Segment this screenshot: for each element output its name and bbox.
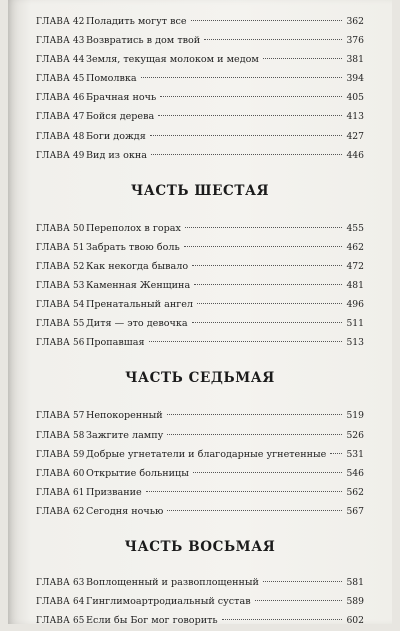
dot-leader — [192, 322, 343, 323]
page-number: 381 — [346, 54, 364, 66]
dot-leader — [151, 154, 342, 155]
chapter-number: ГЛАВА 48 — [36, 131, 85, 142]
toc-entry — [36, 31, 364, 50]
dot-leader — [197, 303, 342, 304]
chapter-title: Гинглимоартродиальный сустав — [86, 596, 251, 608]
page-number: 446 — [346, 149, 364, 161]
chapter-title: Зажгите лампу — [86, 429, 164, 441]
page-number: 531 — [346, 448, 364, 460]
chapter-title: Каменная Женщина — [86, 280, 191, 292]
dot-leader — [141, 77, 343, 78]
toc-entry — [36, 483, 364, 502]
toc-entry — [36, 295, 364, 314]
page-number: 462 — [346, 241, 364, 253]
page-number: 376 — [346, 35, 364, 47]
chapter-title: Непокоренный — [86, 410, 163, 422]
chapter-number: ГЛАВА 45 — [36, 74, 85, 85]
dot-leader — [263, 58, 343, 59]
chapter-number: ГЛАВА 59 — [36, 449, 85, 460]
dot-leader — [160, 96, 342, 97]
dot-leader — [330, 453, 342, 454]
chapter-number: ГЛАВА 60 — [36, 468, 85, 479]
page-number: 427 — [346, 130, 364, 142]
chapter-number: ГЛАВА 56 — [36, 338, 85, 349]
chapter-title: Призвание — [86, 486, 142, 498]
dot-leader — [167, 434, 342, 435]
toc-entry — [36, 146, 364, 165]
chapter-title: Поладить могут все — [86, 16, 187, 27]
dot-leader — [167, 414, 343, 415]
chapter-number: ГЛАВА 64 — [36, 597, 85, 608]
page-number: 567 — [346, 505, 364, 517]
chapter-title: Переполох в горах — [86, 222, 181, 234]
chapter-number: ГЛАВА 57 — [36, 411, 85, 422]
dot-leader — [192, 265, 342, 266]
chapter-title: Возвратись в дом твой — [86, 35, 201, 47]
dot-leader — [146, 491, 343, 492]
dot-leader — [184, 246, 343, 247]
table-of-contents — [36, 12, 364, 630]
chapter-title: Боги дождя — [86, 130, 146, 142]
chapter-title: Воплощенный и развоплощенный — [86, 576, 259, 588]
page-number: 472 — [346, 260, 364, 272]
chapter-number: ГЛАВА 44 — [36, 55, 85, 66]
chapter-number: ГЛАВА 62 — [36, 506, 85, 517]
page-number: 362 — [346, 16, 364, 27]
chapter-title: Пропавшая — [86, 337, 145, 349]
part-heading: ЧАСТЬ ВОСЬМАЯ — [124, 538, 276, 555]
chapter-title: Добрые угнетатели и благодарные угнетенные — [86, 448, 327, 460]
page-number: 511 — [346, 318, 364, 330]
chapter-number: ГЛАВА 55 — [36, 319, 85, 330]
chapter-title: Вид из окна — [86, 149, 147, 161]
toc-entry — [36, 333, 364, 352]
dot-leader — [185, 227, 343, 228]
toc-group-part8 — [36, 573, 364, 630]
toc-entry — [36, 426, 364, 445]
dot-leader — [167, 510, 342, 511]
page-number: 496 — [346, 299, 364, 311]
dot-leader — [193, 472, 343, 473]
chapter-title: Брачная ночь — [86, 92, 157, 104]
chapter-number: ГЛАВА 43 — [36, 36, 85, 47]
chapter-title: Как некогда бывало — [86, 260, 189, 272]
page-number: 546 — [346, 467, 364, 479]
book-page — [8, 0, 392, 627]
toc-entry — [36, 592, 364, 611]
dot-leader — [263, 581, 343, 582]
toc-group-top — [36, 12, 364, 165]
chapter-number: ГЛАВА 49 — [36, 150, 85, 161]
toc-entry — [36, 406, 364, 425]
chapter-number: ГЛАВА 65 — [36, 616, 85, 627]
chapter-number: ГЛАВА 42 — [36, 17, 85, 27]
toc-entry — [36, 464, 364, 483]
chapter-title: Пренатальный ангел — [86, 299, 194, 311]
page-number: 562 — [346, 486, 364, 498]
dot-leader — [204, 39, 342, 40]
toc-entry — [36, 219, 364, 238]
chapter-title: Дитя — это девочка — [86, 318, 188, 330]
chapter-number: ГЛАВА 53 — [36, 281, 85, 292]
page-number: 589 — [346, 596, 364, 608]
toc-entry — [36, 276, 364, 295]
toc-group-part6 — [36, 219, 364, 353]
chapter-title: Открытие больницы — [86, 467, 189, 479]
chapter-number: ГЛАВА 61 — [36, 487, 85, 498]
page-number: 602 — [346, 615, 364, 627]
toc-entry — [36, 314, 364, 333]
page-number: 526 — [346, 429, 364, 441]
dot-leader — [222, 619, 343, 620]
chapter-number: ГЛАВА 54 — [36, 300, 85, 311]
chapter-number: ГЛАВА 46 — [36, 93, 85, 104]
part-heading: ЧАСТЬ СЕДЬМАЯ — [125, 370, 275, 387]
chapter-number: ГЛАВА 58 — [36, 430, 85, 441]
chapter-number: ГЛАВА 47 — [36, 112, 85, 123]
toc-entry — [36, 127, 364, 146]
page-number: 581 — [346, 576, 364, 588]
chapter-number: ГЛАВА 63 — [36, 577, 85, 588]
page-number: 413 — [346, 111, 364, 123]
toc-entry — [36, 50, 364, 69]
chapter-title: Бойся дерева — [86, 111, 155, 123]
toc-entry — [36, 257, 364, 276]
toc-entry — [36, 445, 364, 464]
toc-group-part7 — [36, 406, 364, 521]
toc-entry — [36, 611, 364, 630]
page-number: 519 — [346, 410, 364, 422]
page-number: 455 — [346, 222, 364, 234]
toc-entry — [36, 573, 364, 592]
toc-entry — [36, 238, 364, 257]
chapter-number: ГЛАВА 51 — [36, 242, 85, 253]
page-number: 394 — [346, 73, 364, 85]
chapter-title: Сегодня ночью — [86, 505, 164, 517]
toc-entry — [36, 12, 364, 31]
chapter-title: Если бы Бог мог говорить — [86, 615, 218, 627]
dot-leader — [194, 284, 342, 285]
part-heading: ЧАСТЬ ШЕСТАЯ — [130, 182, 270, 199]
toc-entry — [36, 69, 364, 88]
chapter-number: ГЛАВА 52 — [36, 261, 85, 272]
dot-leader — [158, 115, 342, 116]
dot-leader — [149, 341, 343, 342]
dot-leader — [255, 600, 343, 601]
dot-leader — [191, 20, 343, 21]
chapter-title: Земля, текущая молоком и медом — [86, 54, 259, 66]
toc-entry — [36, 88, 364, 107]
dot-leader — [150, 135, 343, 136]
page-number: 405 — [346, 92, 364, 104]
chapter-number: ГЛАВА 50 — [36, 223, 85, 234]
chapter-title: Помолвка — [86, 73, 137, 85]
toc-entry — [36, 107, 364, 126]
chapter-title: Забрать твою боль — [86, 241, 180, 253]
page-number: 481 — [346, 280, 364, 292]
toc-entry — [36, 502, 364, 521]
page-number: 513 — [346, 337, 364, 349]
